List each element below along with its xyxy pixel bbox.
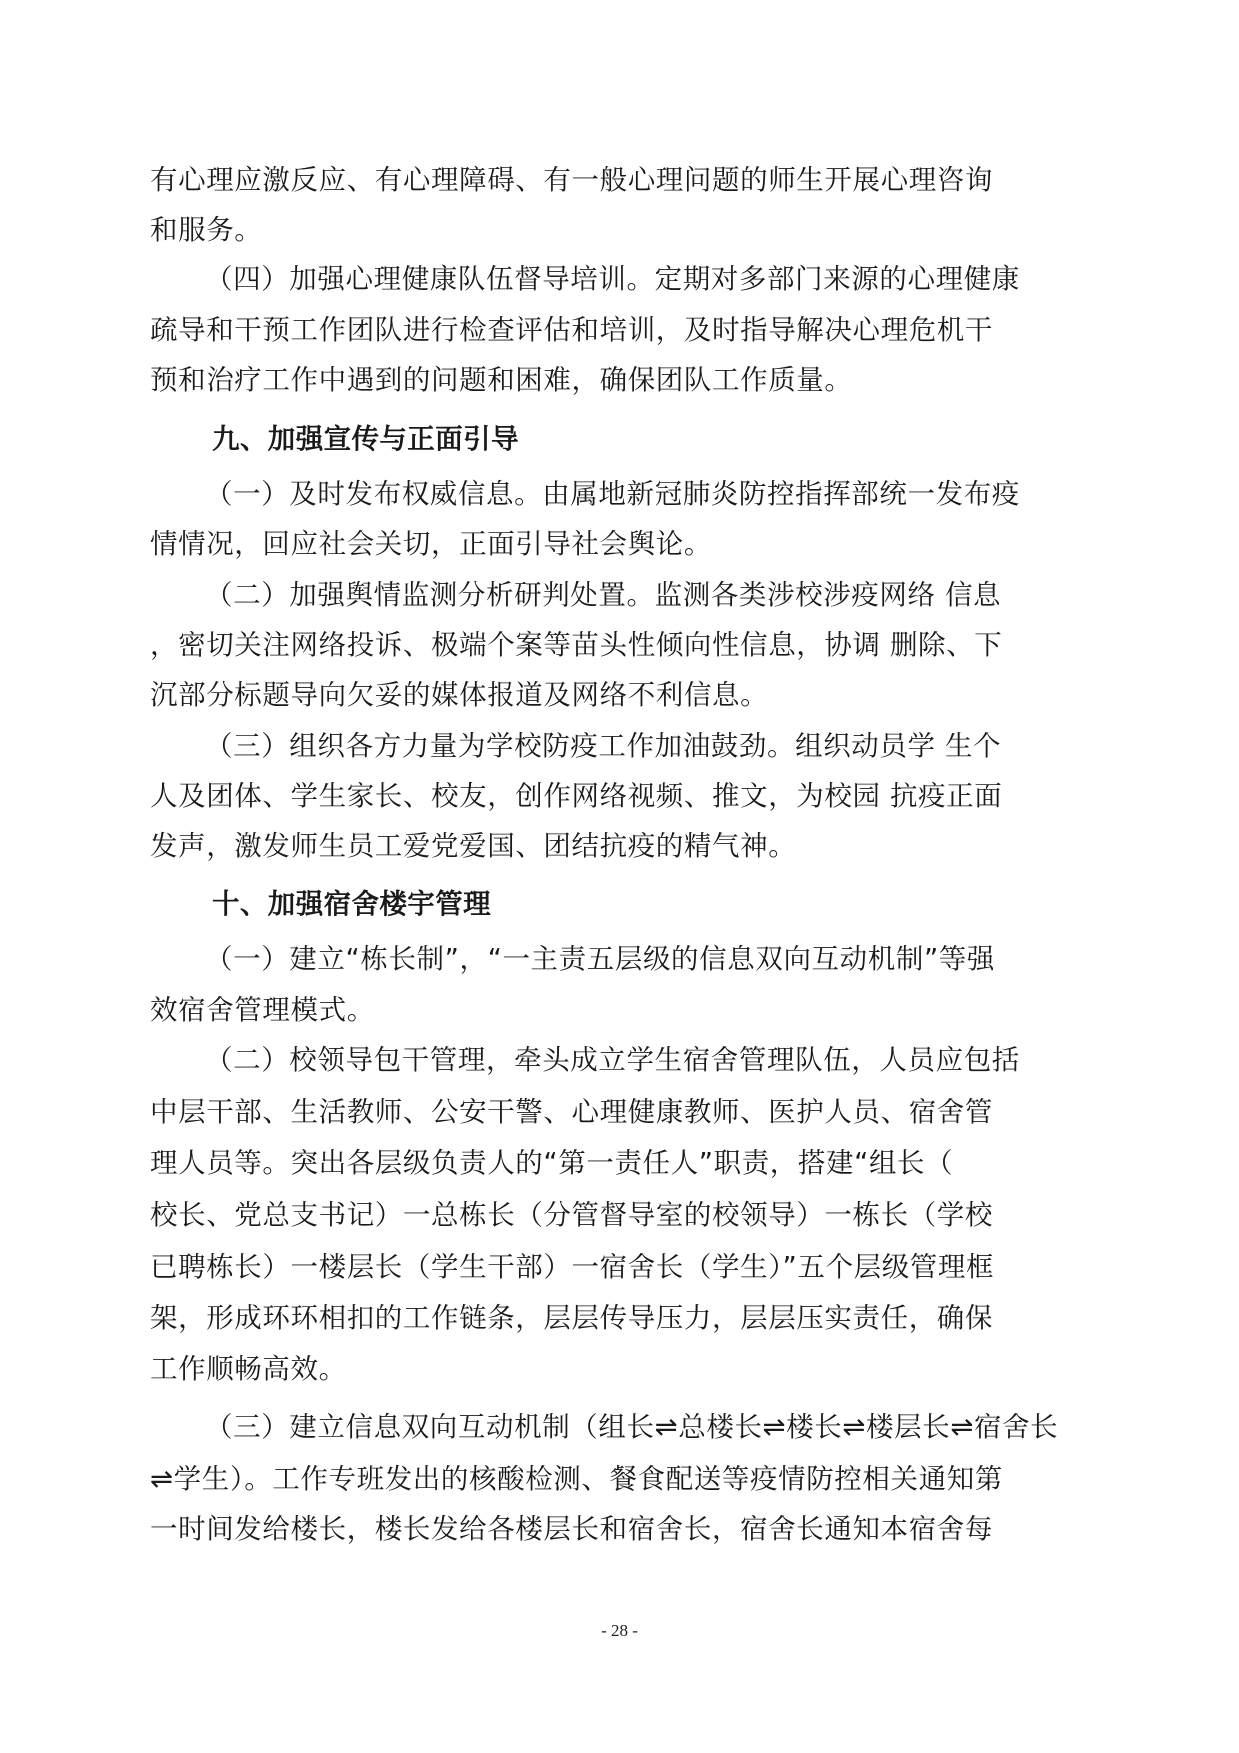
- body-text-line: 架，形成环环相扣的工作链条，层层传导压力，层层压实责任，确保: [150, 1302, 993, 1334]
- body-text-line: （四）加强心理健康队伍督导培训。定期对多部门来源的心理健康: [205, 263, 1020, 295]
- body-text-line: 中层干部、生活教师、公安干警、心理健康教师、医护人员、宿舍管: [150, 1096, 993, 1128]
- body-text-line: 预和治疗工作中遇到的问题和困难，确保团队工作质量。: [150, 364, 853, 396]
- body-text-line: （一）及时发布权威信息。由属地新冠肺炎防控指挥部统一发布疫: [205, 478, 1020, 510]
- body-text-line: （二）加强舆情监测分析研判处置。监测各类涉校涉疫网络 信息: [205, 579, 1002, 611]
- section-heading: 九、加强宣传与正面引导: [212, 423, 519, 455]
- body-text-line: ，密切关注网络投诉、极端个案等苗头性倾向性信息，协调 删除、下: [150, 629, 1003, 661]
- body-text-line: 疏导和干预工作团队进行检查评估和培训，及时指导解决心理危机干: [150, 314, 993, 346]
- page-number: - 28 -: [601, 1621, 638, 1640]
- body-text-line: ⇌学生）。工作专班发出的核酸检测、餐食配送等疫情防控相关通知第: [150, 1463, 1003, 1495]
- body-text-line: 情情况，回应社会关切，正面引导社会舆论。: [150, 528, 712, 560]
- body-text-line: 工作顺畅高效。: [150, 1353, 347, 1385]
- body-text-line: 沉部分标题导向欠妥的媒体报道及网络不利信息。: [150, 679, 769, 711]
- body-text-line: （一）建立“栋长制”，“一主责五层级的信息双向互动机制”等强: [205, 943, 995, 975]
- body-text-line: （二）校领导包干管理，牵头成立学生宿舍管理队伍，人员应包括: [205, 1044, 1020, 1076]
- body-text-line: 一时间发给楼长，楼长发给各楼层长和宿舍长，宿舍长通知本宿舍每: [150, 1513, 993, 1545]
- body-text-line: 有心理应激反应、有心理障碍、有一般心理问题的师生开展心理咨询: [150, 164, 993, 196]
- body-text-line: 理人员等。突出各层级负责人的“第一责任人”职责，搭建“组长（: [150, 1147, 954, 1179]
- body-text-line: 发声，激发师生员工爱党爱国、团结抗疫的精气神。: [150, 830, 797, 862]
- body-text-line: （三）组织各方力量为学校防疫工作加油鼓劲。组织动员学 生个: [205, 730, 1002, 762]
- body-text-line: 和服务。: [150, 214, 263, 246]
- section-heading: 十、加强宿舍楼宇管理: [212, 888, 491, 920]
- body-text-line: 已聘栋长）一楼层长（学生干部）一宿舍长（学生）”五个层级管理框: [150, 1251, 995, 1283]
- body-text-line: 校长、党总支书记）一总栋长（分管督导室的校领导）一栋长（学校: [150, 1199, 993, 1231]
- body-text-line: （三）建立信息双向互动机制（组长⇌总楼长⇌楼长⇌楼层长⇌宿舍长: [205, 1411, 1059, 1443]
- body-text-line: 人及团体、学生家长、校友，创作网络视频、推文，为校园 抗疫正面: [150, 780, 1003, 812]
- body-text-line: 效宿舍管理模式。: [150, 994, 375, 1026]
